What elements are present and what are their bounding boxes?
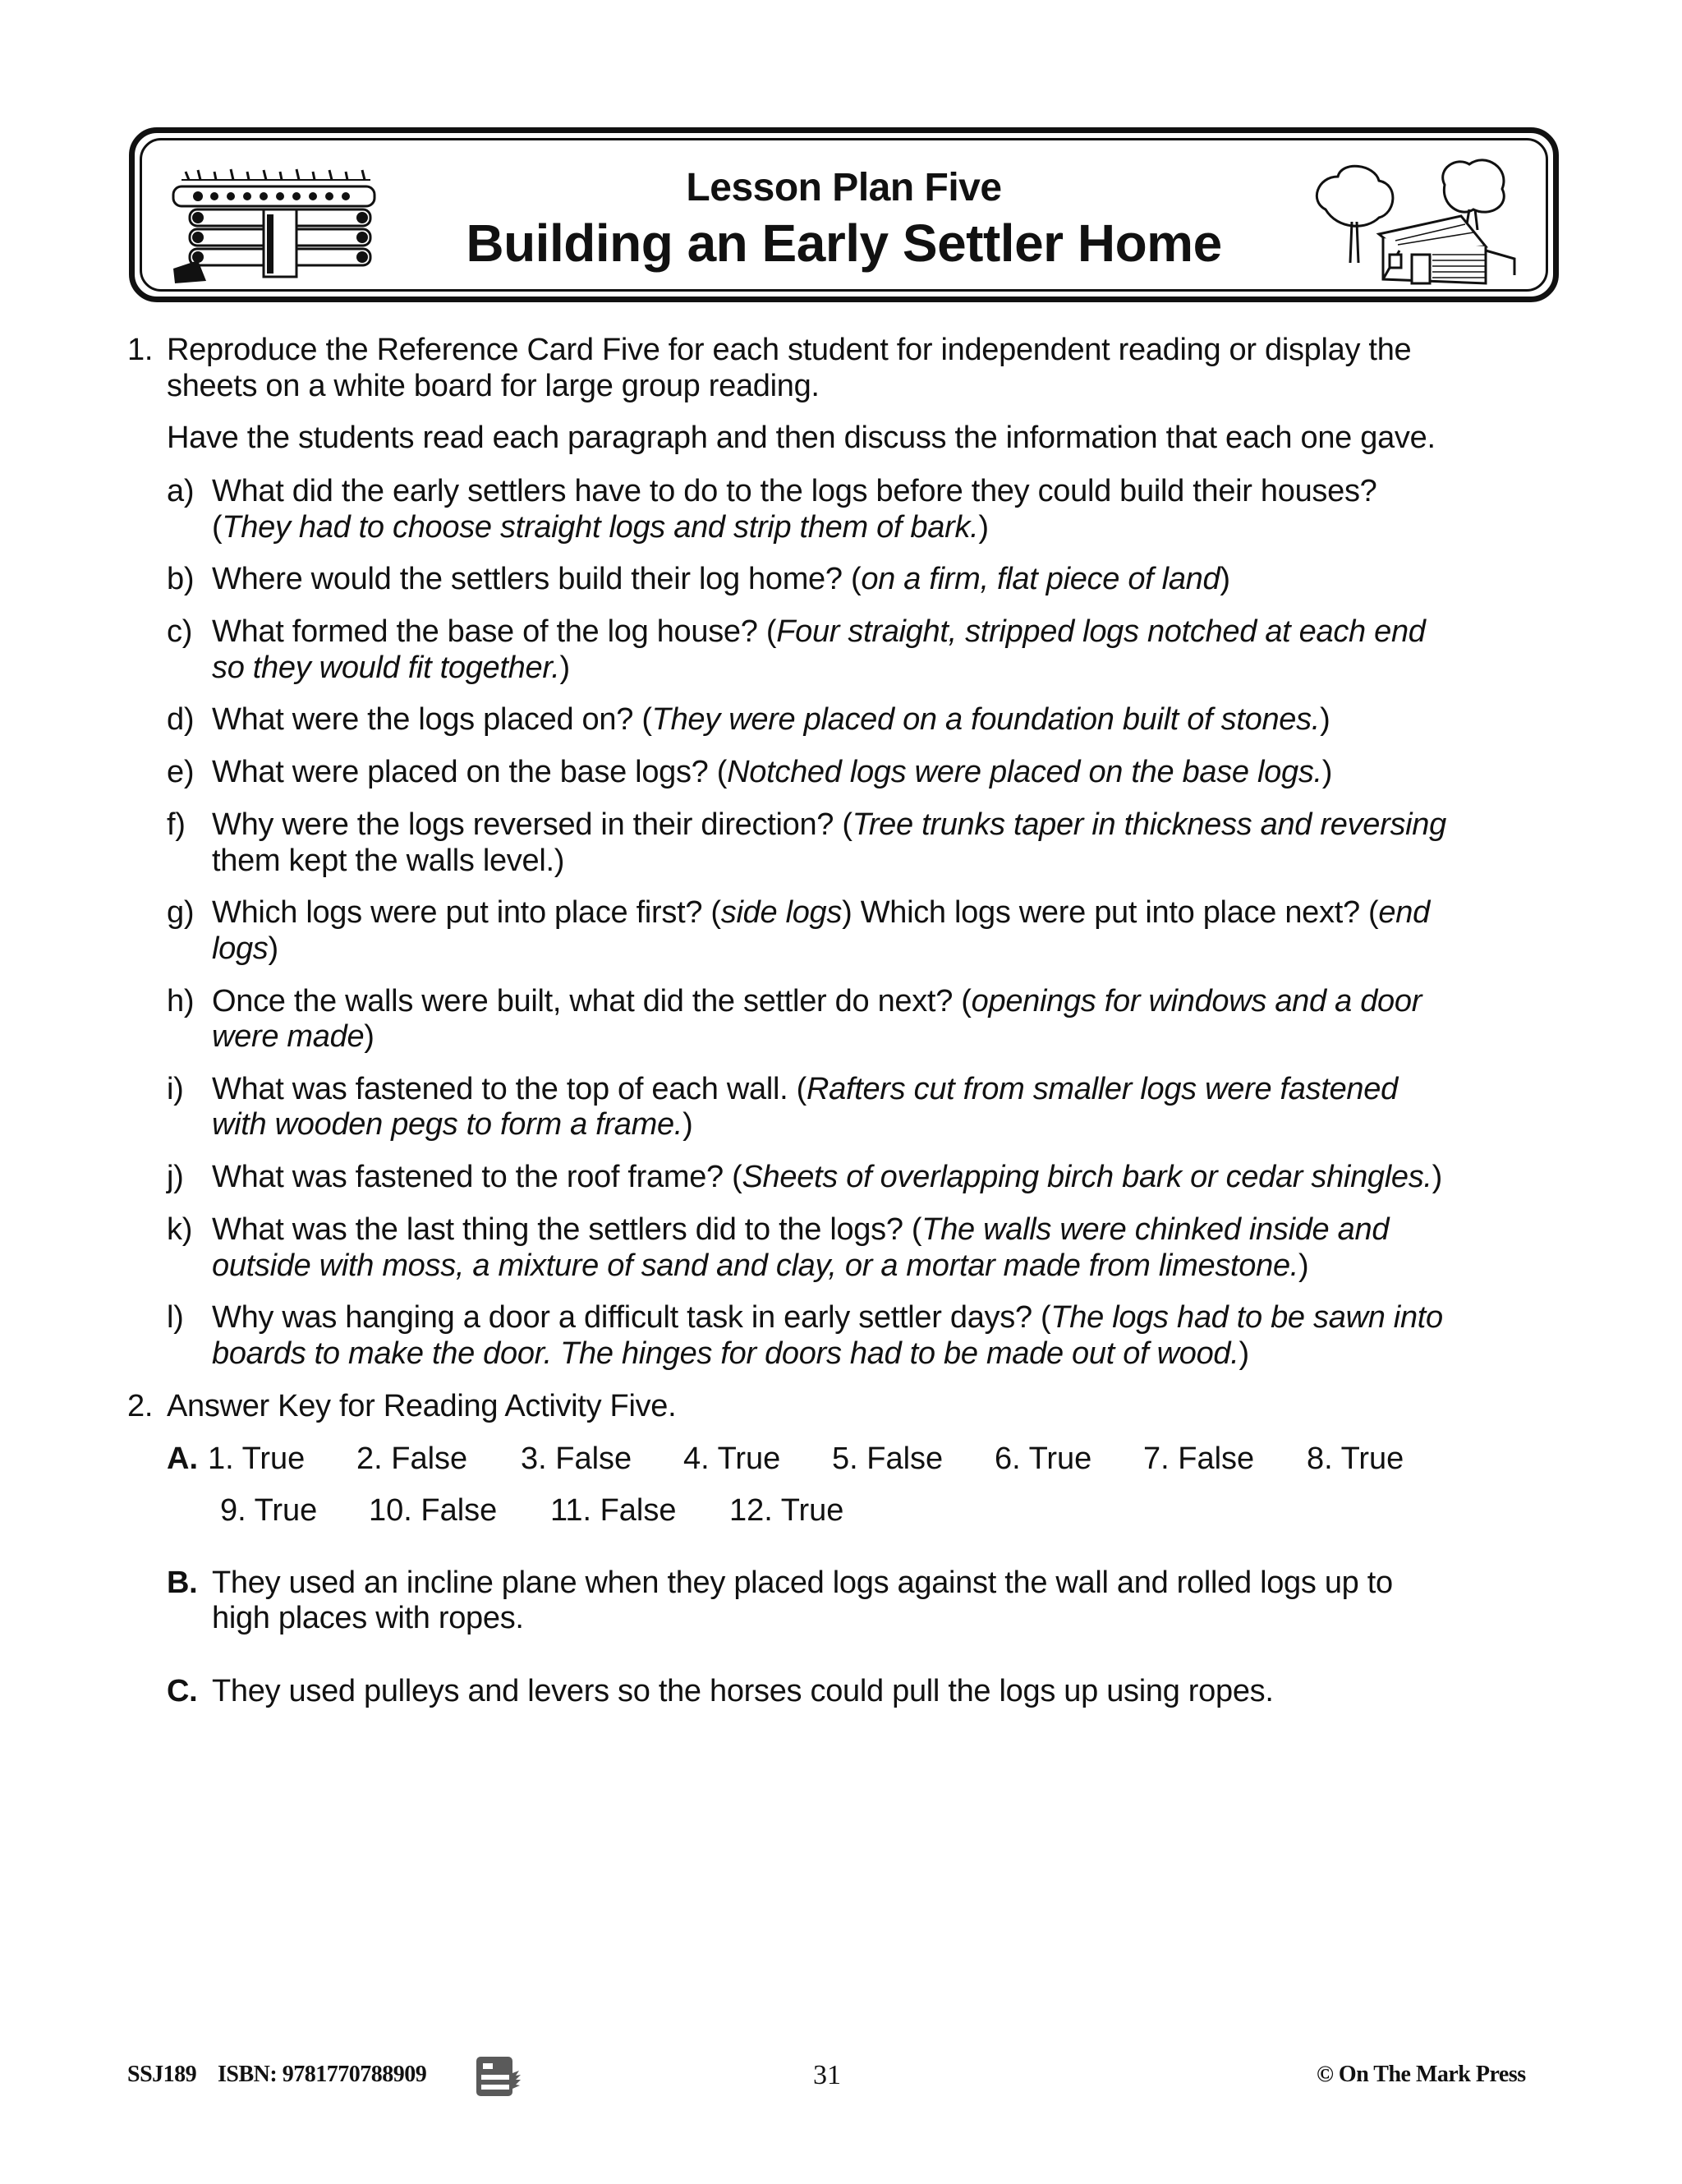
question-a-answer <box>212 509 989 545</box>
paren: ) <box>1298 1248 1309 1283</box>
answer-key-row-1 <box>0 1441 1682 1477</box>
header-inner-border <box>140 138 1548 292</box>
cabin-with-trees-icon <box>1301 152 1523 292</box>
item-1-instruction: Have the students read each paragraph and then discuss the information that each one gave. <box>167 421 1436 455</box>
question-text: Why was hanging a door a difficult task in early settler days? ( <box>212 1300 1051 1335</box>
question-h-answer-cont <box>212 1018 375 1055</box>
question-text: Once the walls were built, what did the settler do next? ( <box>212 984 972 1018</box>
paren: ) <box>1320 702 1330 737</box>
paren: ) <box>364 1019 375 1054</box>
question-text: Why were the logs reversed in their direction? ( <box>212 807 852 842</box>
question-f-text <box>212 807 1446 843</box>
answer-3: 3. False <box>521 1441 632 1476</box>
question-k-text <box>212 1212 1389 1248</box>
printer-icon <box>475 2053 522 2099</box>
item-2-number: 2. <box>127 1389 154 1423</box>
part-a-label: A. <box>167 1441 198 1476</box>
paren: ) <box>682 1107 693 1142</box>
answer-text: on a firm, flat piece of land <box>861 562 1220 596</box>
answer-text: with wooden pegs to form a frame. <box>212 1107 683 1142</box>
answer-text: so they would fit together. <box>212 651 560 685</box>
answer-5: 5. False <box>832 1441 944 1476</box>
answer-9: 9. True <box>220 1493 318 1528</box>
question-g-text <box>212 894 1430 931</box>
footer-code: SSJ189 <box>127 2062 197 2087</box>
question-j-letter: j) <box>167 1160 184 1194</box>
question-e-letter: e) <box>167 755 195 789</box>
question-h-text <box>212 983 1422 1019</box>
question-l-answer-cont <box>212 1336 1249 1372</box>
answer-10: 10. False <box>369 1493 498 1528</box>
answer-11: 11. False <box>550 1493 677 1528</box>
question-text: What was fastened to the top of each wall. ( <box>212 1072 807 1106</box>
answer-2: 2. False <box>356 1441 468 1476</box>
question-text: What was fastened to the roof frame? ( <box>212 1160 742 1194</box>
question-text: What were placed on the base logs? ( <box>212 755 728 789</box>
answer-text: Rafters cut from smaller logs were fastened <box>806 1072 1398 1106</box>
answer-text: Tree trunks taper in thickness and reversing <box>852 807 1446 842</box>
question-l-text <box>212 1299 1443 1336</box>
question-text: What were the logs placed on? ( <box>212 702 652 737</box>
answer-6: 6. True <box>995 1441 1092 1476</box>
paren: ) <box>1432 1160 1443 1194</box>
part-c-line-1: They used pulleys and levers so the horses could pull the logs up using ropes. <box>212 1674 1274 1708</box>
question-f-answer-cont <box>212 843 564 879</box>
question-i-answer-cont <box>212 1106 692 1143</box>
question-b-text <box>212 561 1230 597</box>
question-f-letter: f) <box>167 807 186 842</box>
answer-12: 12. True <box>729 1493 844 1528</box>
question-j-text <box>212 1159 1442 1195</box>
answer-text: outside with moss, a mixture of sand and clay, or a mortar made from limestone. <box>212 1248 1299 1283</box>
answer-text: They were placed on a foundation built of stones. <box>651 702 1321 737</box>
question-k-letter: k) <box>167 1212 193 1247</box>
answer-text: them kept the walls level. <box>212 844 554 878</box>
page-number: 31 <box>813 2060 841 2090</box>
question-i-text <box>212 1071 1398 1107</box>
answer-text: Sheets of overlapping birch bark or cedar shingles. <box>742 1160 1432 1194</box>
question-k-answer-cont <box>212 1248 1308 1284</box>
part-c-label: C. <box>167 1674 198 1708</box>
paren: ) <box>1321 755 1333 789</box>
answer-text: Notched logs were placed on the base logs. <box>727 755 1322 789</box>
answer-8: 8. True <box>1307 1441 1404 1476</box>
question-text: Which logs were put into place first? ( <box>212 895 721 930</box>
item-1-number: 1. <box>127 333 154 367</box>
paren: ) <box>978 510 989 545</box>
answer-7: 7. False <box>1143 1441 1255 1476</box>
answer-text: Four straight, stripped logs notched at each end <box>776 614 1426 649</box>
lesson-subtitle: Lesson Plan Five <box>686 166 1002 209</box>
footer-isbn: ISBN: 9781770788909 <box>218 2062 427 2087</box>
lesson-header <box>129 127 1559 302</box>
answer-text: boards to make the door. The hinges for doors had to be made out of wood. <box>212 1336 1239 1371</box>
part-b-label: B. <box>167 1566 198 1600</box>
question-g-answer-cont <box>212 931 278 967</box>
answer-4: 4. True <box>683 1441 781 1476</box>
answer-text: logs <box>212 931 269 966</box>
answer-text: The logs had to be sawn into <box>1050 1300 1443 1335</box>
paren: ) <box>559 651 570 685</box>
answer-text: were made <box>212 1019 365 1054</box>
answer-text: They had to choose straight logs and strip them of bark. <box>222 510 979 545</box>
question-b-letter: b) <box>167 562 195 596</box>
answer-text: end <box>1378 895 1430 930</box>
paren: ( <box>212 510 223 545</box>
paren: ) <box>554 844 565 878</box>
question-text: Where would the settlers build their log home? ( <box>212 562 862 596</box>
question-text: What was the last thing the settlers did to the logs? ( <box>212 1212 922 1247</box>
question-c-text <box>212 614 1426 650</box>
question-h-letter: h) <box>167 984 195 1018</box>
question-l-letter: l) <box>167 1300 184 1335</box>
question-text: What formed the base of the log house? ( <box>212 614 777 649</box>
paren: ) <box>1220 562 1230 596</box>
answer-key-row-2 <box>0 1492 1682 1529</box>
item-1-line-1: Reproduce the Reference Card Five for each student for independent reading or display the <box>167 333 1412 367</box>
item-1-line-2: sheets on a white board for large group reading. <box>167 369 820 403</box>
question-c-letter: c) <box>167 614 193 649</box>
footer-copyright: © On The Mark Press <box>1317 2062 1526 2087</box>
question-a-text: What did the early settlers have to do to the logs before they could build their houses? <box>212 474 1377 508</box>
question-e-text <box>212 754 1332 790</box>
part-b-line-1: They used an incline plane when they placed logs against the wall and rolled logs up to <box>212 1566 1393 1600</box>
answer-text: side logs <box>720 895 843 930</box>
answer-text: The walls were chinked inside and <box>921 1212 1390 1247</box>
question-d-text <box>212 701 1330 738</box>
question-a-letter: a) <box>167 474 195 508</box>
lesson-title: Building an Early Settler Home <box>466 214 1222 273</box>
question-d-letter: d) <box>167 702 195 737</box>
question-g-letter: g) <box>167 895 195 930</box>
paren: ) <box>268 931 278 966</box>
question-text: ) Which logs were put into place next? ( <box>842 895 1379 930</box>
item-2-title: Answer Key for Reading Activity Five. <box>167 1389 677 1423</box>
question-i-letter: i) <box>167 1072 184 1106</box>
question-c-answer-cont <box>212 650 570 686</box>
paren: ) <box>1239 1336 1249 1371</box>
answer-1: 1. True <box>208 1441 306 1476</box>
answer-text: openings for windows and a door <box>971 984 1422 1018</box>
part-b-line-2: high places with ropes. <box>212 1601 524 1635</box>
